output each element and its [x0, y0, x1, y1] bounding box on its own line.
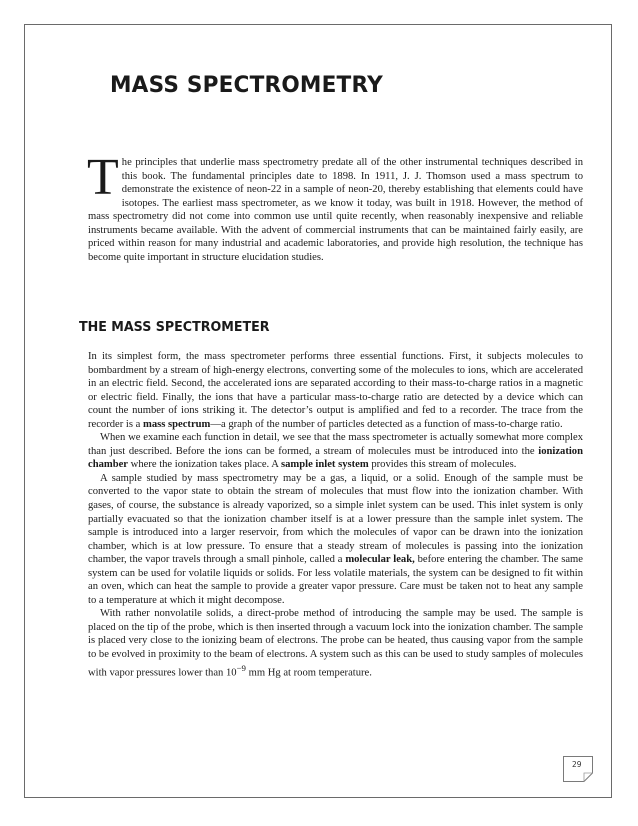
term-ionization-chamber: ionization chamber: [88, 445, 583, 471]
paragraph-1-text-a: In its simplest form, the mass spectrometer performs three essential functions. First, it subjects molecules to bombardment by a stream of high-energy electrons, converting some of the molecules to ions, which are accelerated in an electric field. Second, the accelerated ions are separated according to their mass-to-charge ratios in a magnetic or electric field. Finally, the ions that have a particular mass-to-charge ratio are detected by a device which can count the number of ions striking it. The detector’s output is amplified and fed to a recorder. The trace from the recorder is a: [88, 351, 583, 430]
term-mass-spectrum: mass spectrum: [143, 418, 211, 430]
paragraph-2-text-b: where the ionization takes place. A: [128, 459, 281, 471]
paragraph-3-text-b: before entering the chamber. The same system can be used for volatile liquids or solids. For less volatile materials, the system can be designed to fit within an oven, which can heat the sample to provide a greater vapor pressure. Care must be taken not to heat any sample to a temperature at which it might decompose.: [88, 554, 584, 606]
paragraph-2-text-c: provides this stream of molecules.: [368, 459, 517, 471]
exponent: −9: [236, 662, 246, 673]
paragraph-1-text-b: —a graph of the number of particles detected as a function of mass-to-charge ratio.: [210, 418, 563, 430]
chapter-title: MASS SPECTROMETRY: [110, 72, 383, 98]
section-heading: THE MASS SPECTROMETER: [79, 320, 270, 335]
paragraph-3: [88, 472, 583, 607]
paragraph-2-text-a: When we examine each function in detail, we see that the mass spectrometer is actually somewhat more complex than just described. Before the ions can be formed, a stream of molecules must be introduced into the: [88, 432, 583, 457]
paragraph-4: [88, 607, 583, 679]
paragraph-3-text-a: A sample studied by mass spectrometry may be a gas, a liquid, or a solid. Enough of the sample must be converted to the vapor state to obtain the stream of molecules that must flow into the ionization chamber. With gases, of course, the substance is already vaporized, so a simple inlet system can be used. This inlet system is only partially evacuated so that the ionization chamber itself is at a lower pressure than the sample inlet system. The sample is introduced into a larger reservoir, from which the molecules of vapor can be drawn into the ionization chamber, which is at low pressure. To ensure that a steady stream of molecules is passing into the ionization chamber, the vapor travels through a small pinhole, called a: [88, 472, 583, 566]
paragraph-4-text-a: With rather nonvolatile solids, a direct-probe method of introducing the sample may be used. The sample is placed on the tip of the probe, which is then inserted through a vacuum lock into the ionization chamber. The sample is placed very close to the ionizing beam of electrons. The probe can be heated, thus causing vapor from the sample to be evolved in proximity to the beam of electrons. A system such as this can be used to study samples of molecules with vapor pressures lower than 10: [88, 608, 583, 679]
term-molecular-leak: molecular leak,: [345, 554, 415, 566]
drop-cap: T: [87, 149, 119, 206]
paragraph-2: [88, 431, 583, 472]
intro-paragraph: [87, 149, 583, 264]
paragraph-1: [88, 350, 583, 431]
page-number: 29: [572, 760, 582, 769]
term-sample-inlet-system: sample inlet system: [280, 459, 369, 471]
intro-text: he principles that underlie mass spectrometry predate all of the other instrumental techniques described in this book. The fundamental principles date to 1898. In 1911, J. J. Thomson used a mass spectrum to demonstrate the existence of neon-22 in a sample of neon-20, thereby establishing that elements could have isotopes. The earliest mass spectrometer, as we know it today, was built in 1918. However, the method of mass spectrometry did not come into common use until quite recently, when reasonably inexpensive and reliable instruments became available. With the advent of commercial instruments that can be maintained fairly easily, are priced within reason for many industrial and academic laboratories, and provide high resolution, the technique has become quite important in structure elucidation studies.: [88, 157, 583, 263]
section-body: [88, 350, 583, 680]
paragraph-4-text-b: mm Hg at room temperature.: [245, 667, 372, 679]
